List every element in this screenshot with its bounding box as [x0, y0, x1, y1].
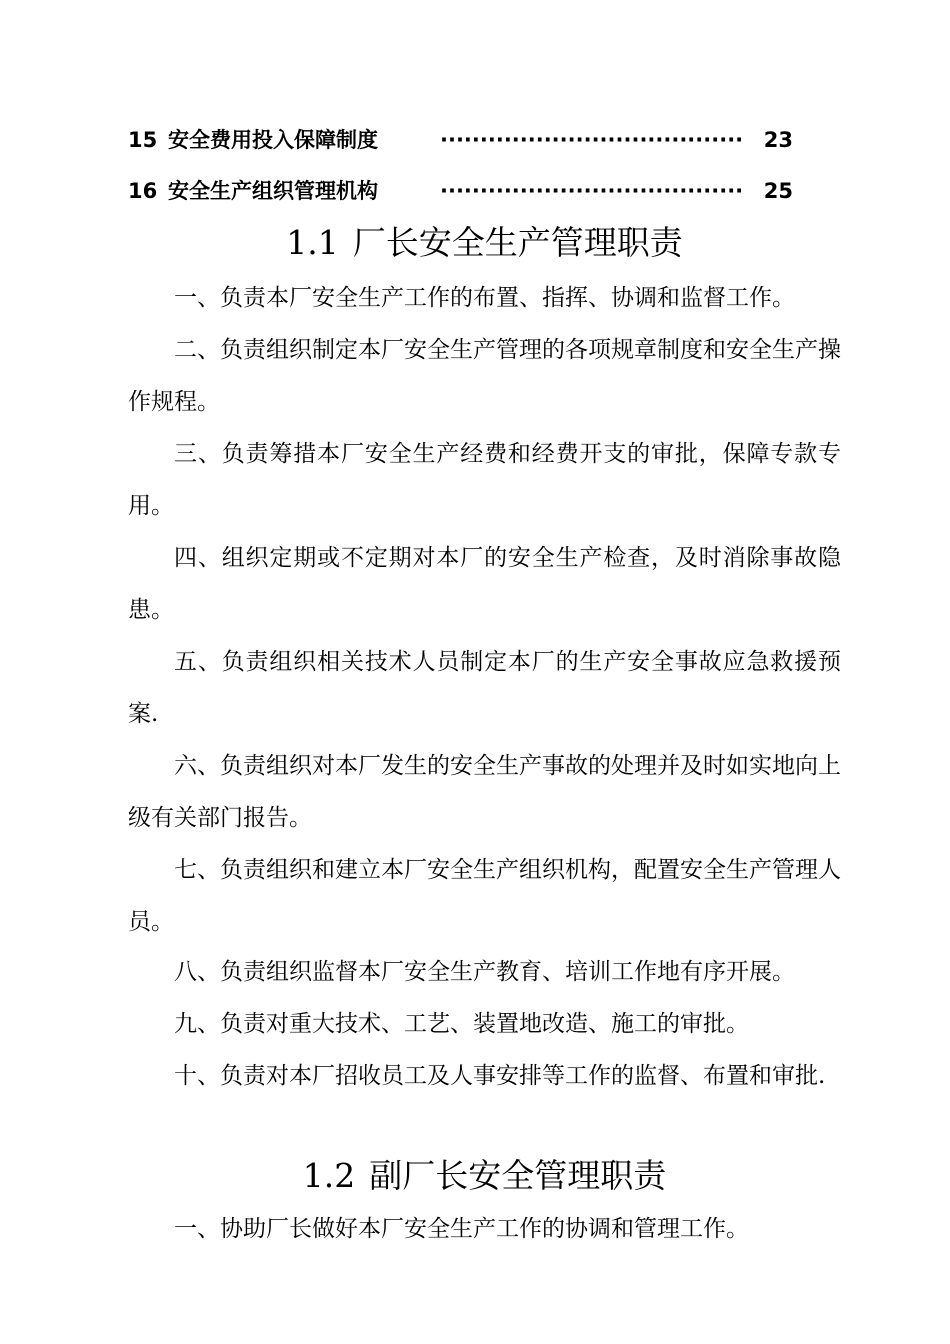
toc-leader-dots: ······································ — [440, 179, 744, 203]
section-number: 1.2 — [302, 1156, 356, 1195]
paragraph: 十、负责对本厂招收员工及人事安排等工作的监督、布置和审批. — [174, 1063, 826, 1089]
paragraph: 六、负责组织对本厂发生的安全生产事故的处理并及时如实地向上级有关部门报告。 — [128, 753, 841, 831]
section-number: 1.1 — [286, 223, 339, 262]
section-heading — [128, 1155, 841, 1197]
section-title: 副厂长安全管理职责 — [369, 1156, 667, 1195]
paragraph: 一、协助厂长做好本厂安全生产工作的协调和管理工作。 — [174, 1216, 749, 1242]
toc-number: 15 — [128, 128, 158, 152]
toc-page-number: 25 — [763, 179, 793, 203]
toc-title: 安全费用投入保障制度 — [168, 128, 378, 152]
paragraph: 三、负责筹措本厂安全生产经费和经费开支的审批，保障专款专用。 — [128, 441, 841, 519]
toc-page-number: 23 — [763, 128, 793, 152]
section-heading — [128, 222, 841, 264]
toc-leader-dots: ······································ — [440, 128, 744, 152]
paragraph: 四、组织定期或不定期对本厂的安全生产检查，及时消除事故隐患。 — [128, 545, 841, 623]
paragraph: 八、负责组织监督本厂安全生产教育、培训工作地有序开展。 — [174, 959, 795, 985]
paragraph: 五、负责组织相关技术人员制定本厂的生产安全事故应急救援预案. — [128, 649, 841, 727]
paragraph: 七、负责组织和建立本厂安全生产组织机构，配置安全生产管理人员。 — [128, 857, 841, 935]
toc-title: 安全生产组织管理机构 — [168, 179, 378, 203]
paragraph: 一、负责本厂安全生产工作的布置、指挥、协调和监督工作。 — [174, 285, 795, 311]
toc-number: 16 — [128, 179, 158, 203]
toc-entry[interactable] — [128, 125, 793, 155]
section-title: 厂长安全生产管理职责 — [352, 223, 683, 262]
toc-entry[interactable] — [128, 176, 793, 206]
paragraph: 九、负责对重大技术、工艺、装置地改造、施工的审批。 — [174, 1011, 749, 1037]
paragraph: 二、负责组织制定本厂安全生产管理的各项规章制度和安全生产操作规程。 — [128, 337, 841, 415]
